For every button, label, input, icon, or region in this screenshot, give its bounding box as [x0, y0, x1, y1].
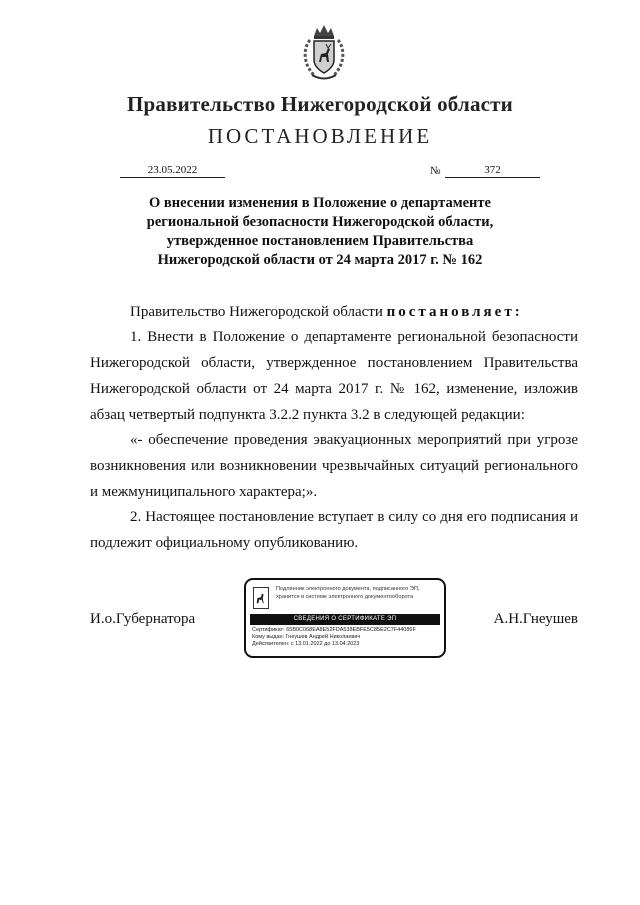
deer-emblem-icon	[253, 587, 269, 609]
signatory-position: И.о.Губернатора	[90, 611, 196, 627]
electronic-signature-stamp	[244, 578, 446, 658]
stamp-issued-to: Кому выдан: Гнеушев Андрей Николаевич	[252, 634, 361, 640]
preamble-verb: постановляет:	[386, 304, 523, 320]
document-date: 23.05.2022	[120, 164, 225, 178]
coat-of-arms-emblem	[300, 22, 348, 82]
item-1-paragraph: 1. Внести в Положение о департаменте региональной безопасности Нижегородской области, утвержденное постановлением Правительства Нижегородской области от 24 марта 2017 г. № 162, изменение, изложив абзац четвертый подпункта 3.2.2 пункта 3.2 в следующей редакции:	[90, 329, 578, 423]
item-2-paragraph: 2. Настоящее постановление вступает в силу со дня его подписания и подлежит официальному опубликованию.	[90, 509, 578, 551]
preamble-text: Правительство Нижегородской области	[130, 304, 387, 320]
document-number: 372	[445, 164, 540, 178]
document-subject: О внесении изменения в Положение о департаменте региональной безопасности Нижегородской области, утвержденное постановлением Правительства Нижегородской области от 24 марта 2017 г. № 162	[146, 195, 494, 268]
stamp-certificate-info	[252, 627, 442, 648]
quote-paragraph: «- обеспечение проведения эвакуационных мероприятий при угрозе возникновения или возникновении чрезвычайных ситуаций регионального и межмуниципального характера;».	[90, 432, 578, 500]
number-sign: №	[430, 165, 441, 177]
preamble-paragraph	[90, 299, 578, 325]
stamp-validity: Действителен: с 13.01.2022 до 13.04.2023	[252, 641, 360, 647]
document-type-heading: ПОСТАНОВЛЕНИЕ	[207, 124, 433, 148]
stamp-certificate-id: Сертификат: 65B0C068EA8E52FDA538EBFE5C85E2C7F44086F	[252, 627, 416, 633]
stamp-notice: Подлинник электронного документа, подписанного ЭП, хранится в системе электронного документооборота	[276, 586, 420, 600]
signatory-name: А.Н.Гнеушев	[493, 611, 578, 627]
stamp-certificate-band: СВЕДЕНИЯ О СЕРТИФИКАТЕ ЭП	[250, 614, 440, 625]
organization-title: Правительство Нижегородской области	[127, 92, 513, 116]
